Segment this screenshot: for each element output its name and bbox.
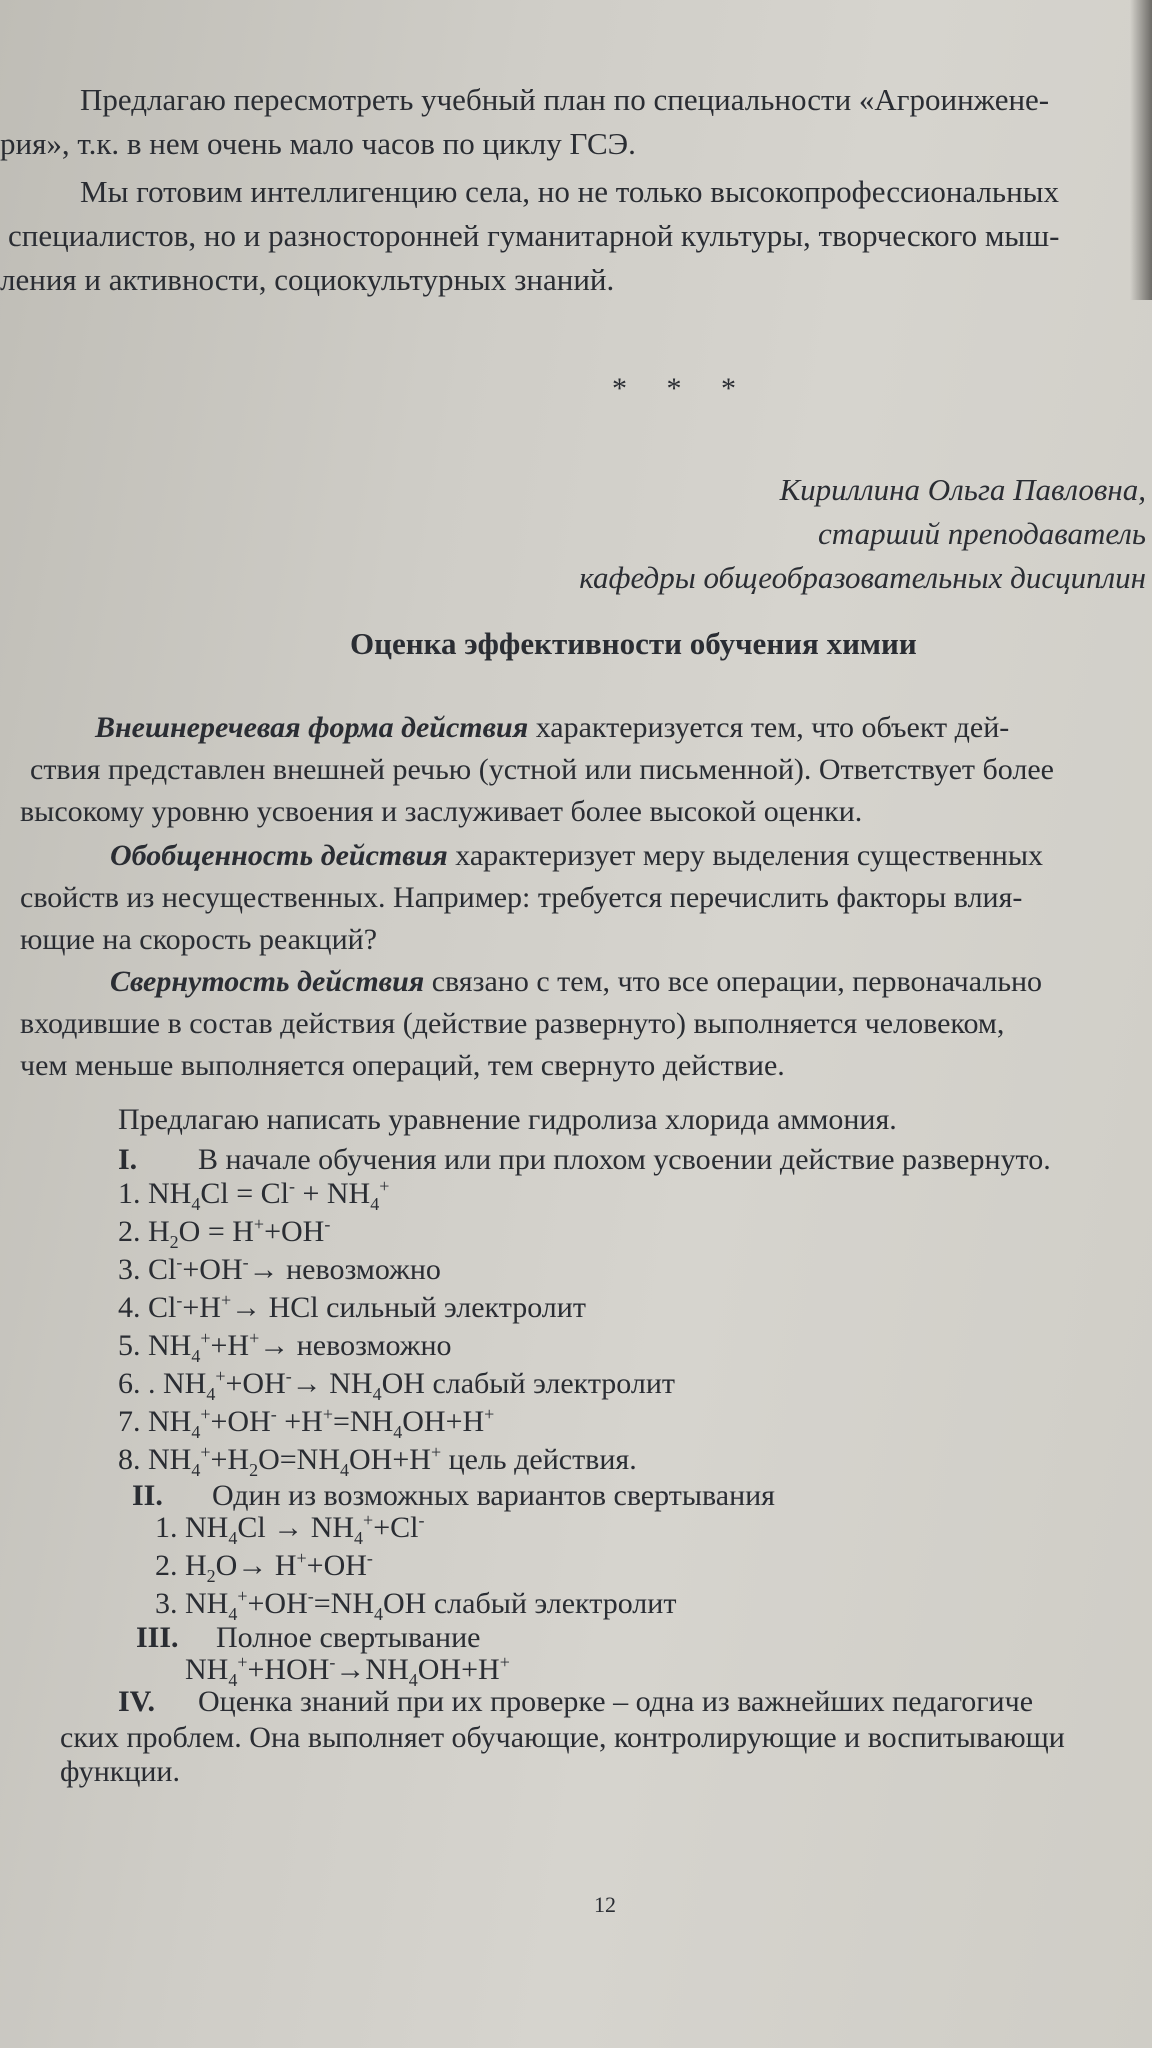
author-position: старший преподаватель: [818, 516, 1146, 551]
top-line-5: ления и активности, социокультурных знаний.: [0, 262, 615, 297]
top-line-4: специалистов, но и разносторонней гуманитарной культуры, творческого мыш-: [8, 218, 1060, 253]
paragraph-1-line-2: ствия представлен внешней речью (устной или письменной). Ответствует более: [30, 753, 1054, 786]
equation-folded-2: 2. $H_2O\to H^++OH^-$: [155, 1548, 373, 1586]
section-2-header: II. Один из возможных вариантов свертывания: [132, 1479, 775, 1512]
page-number: 12: [594, 1892, 616, 1917]
section-3-header: III. Полное свертывание: [136, 1621, 481, 1654]
paragraph-1-line-3: высокому уровню усвоения и заслуживает более высокой оценки.: [20, 795, 863, 828]
section-4-line-2: ских проблем. Она выполняет обучающие, контролирующие и воспитывающи: [60, 1721, 1065, 1754]
paragraph-2-line-1: Обобщенность действия характеризует меру выделения существенных: [110, 839, 1043, 872]
author-department: кафедры общеобразовательных дисциплин: [579, 560, 1146, 595]
section-4-line-1: IV. Оценка знаний при их проверке – одна из важнейших педагогиче: [118, 1685, 1034, 1718]
term-folding: Свернутость действия: [110, 965, 425, 998]
article-title: Оценка эффективности обучения химии: [350, 626, 917, 661]
paragraph-3-line-1: Свернутость действия связано с тем, что все операции, первоначально: [110, 965, 1043, 998]
author-name: Кириллина Ольга Павловна,: [779, 472, 1146, 507]
page-edge-shadow: [1130, 0, 1152, 300]
paragraph-2-line-3: ющие на скорость реакций?: [20, 923, 378, 956]
equation-7: 7. $NH_4^++OH^- +H^+=NH_4OH+H^+$: [118, 1404, 495, 1442]
top-line-2: рия», т.к. в нем очень мало часов по циклу ГСЭ.: [0, 126, 636, 161]
section-1-header: I. В начале обучения или при плохом усвоении действие развернуто.: [118, 1143, 1051, 1176]
top-line-3: Мы готовим интеллигенцию села, но не только высокопрофессиональных: [80, 174, 1059, 209]
intro-line: Предлагаю написать уравнение гидролиза хлорида аммония.: [118, 1103, 897, 1136]
equation-folded-3: 3. $NH_4^++OH^-=NH_4OH$ слабый электролит: [155, 1586, 677, 1624]
equation-2: 2. $H_2O = H^++OH^-$: [118, 1214, 331, 1252]
paragraph-3-line-3: чем меньше выполняется операций, тем свернуто действие.: [20, 1049, 785, 1082]
section-4-line-3: функции.: [60, 1755, 180, 1788]
equation-1: 1. $NH_4Cl = Cl^- + NH_4^+$: [118, 1176, 390, 1214]
section-separator: * * *: [612, 372, 752, 405]
paragraph-1-line-1: Внешнеречевая форма действия характеризуется тем, что объект дей-: [95, 711, 1010, 744]
equation-4: 4. Cl-+H+→ HCl сильный электролит: [118, 1290, 586, 1324]
top-line-1: Предлагаю пересмотреть учебный план по специальности «Агроинжене-: [80, 82, 1050, 117]
term-generalization: Обобщенность действия: [110, 839, 448, 872]
equation-6: 6. . $NH_4^++OH^-\to NH_4OH$ слабый электролит: [118, 1366, 676, 1404]
paragraph-3-line-2: входившие в состав действия (действие развернуто) выполняется человеком,: [20, 1007, 1005, 1040]
equation-8: 8. $NH_4^++H_2O=NH_4OH+H^+$ цель действия.: [118, 1442, 637, 1480]
equation-3: 3. Cl-+OH-→ невозможно: [118, 1252, 441, 1286]
equation-5: 5. $NH_4^++H^+\to$ невозможно: [118, 1328, 452, 1366]
paragraph-2-line-2: свойств из несущественных. Например: требуется перечислить факторы влия-: [20, 881, 1023, 914]
term-external-speech: Внешнеречевая форма действия: [95, 711, 529, 744]
equation-full: $NH_4^++HOH^-\to NH_4OH+H^+$: [185, 1652, 510, 1690]
equation-folded-1: 1. $NH_4Cl \to NH_4^++Cl^-$: [155, 1510, 425, 1548]
